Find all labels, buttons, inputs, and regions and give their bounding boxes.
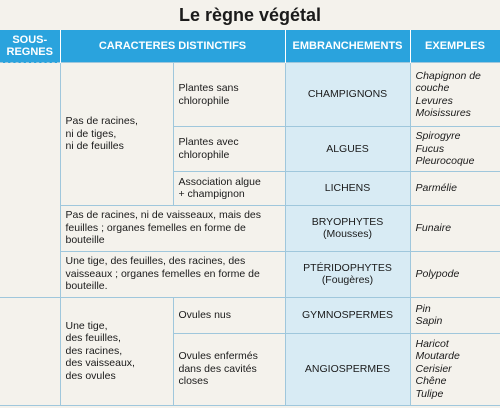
- examples-cell: Parmélie: [410, 171, 500, 205]
- sous-regne-cell: [0, 297, 60, 405]
- sub-characteristic: Ovules nus: [173, 297, 285, 333]
- embranchement-cell: LICHENS: [285, 171, 410, 205]
- group-label-2: Une tige, des feuilles, des racines, des vaisseaux, des ovules: [60, 297, 173, 405]
- header-caracteres: CARACTERES DISTINCTIFS: [60, 30, 285, 63]
- table-row: [0, 251, 500, 297]
- sub-characteristic: Ovules enfermés dans des cavités closes: [173, 333, 285, 405]
- examples-cell: Polypode: [410, 251, 500, 297]
- header-row: [0, 30, 500, 63]
- embranchement-cell: BRYOPHYTES (Mousses): [285, 205, 410, 251]
- embranchement-cell: ANGIOSPERMES: [285, 333, 410, 405]
- header-exemples: EXEMPLES: [410, 30, 500, 63]
- sub-characteristic: Plantes avec chlorophile: [173, 127, 285, 172]
- table-row: [0, 63, 500, 127]
- examples-cell: Funaire: [410, 205, 500, 251]
- header-sous-regnes: SOUS- REGNES: [0, 30, 60, 63]
- page-title: Le règne végétal: [178, 5, 322, 25]
- examples-cell: Haricot Moutarde Cerisier Chêne Tulipe: [410, 333, 500, 405]
- header-embranchements: EMBRANCHEMENTS: [285, 30, 410, 63]
- embranchement-cell: ALGUES: [285, 127, 410, 172]
- table-row: [0, 297, 500, 333]
- plant-kingdom-table: [0, 30, 500, 406]
- group-label-1: Pas de racines, ni de tiges, ni de feuilles: [60, 63, 173, 206]
- sub-characteristic: Association algue + champignon: [173, 171, 285, 205]
- characteristic-wide: Une tige, des feuilles, des racines, des vaisseaux ; organes femelles en forme de bouteille.: [60, 251, 285, 297]
- embranchement-cell: CHAMPIGNONS: [285, 63, 410, 127]
- sous-regne-cell: [0, 63, 60, 298]
- embranchement-cell: PTÉRIDOPHYTES (Fougères): [285, 251, 410, 297]
- examples-cell: Chapignon de couche Levures Moisissures: [410, 63, 500, 127]
- examples-cell: Pin Sapin: [410, 297, 500, 333]
- table-row: [0, 205, 500, 251]
- characteristic-wide: Pas de racines, ni de vaisseaux, mais des feuilles ; organes femelles en forme de bouteille: [60, 205, 285, 251]
- embranchement-cell: GYMNOSPERMES: [285, 297, 410, 333]
- examples-cell: Spirogyre Fucus Pleurocoque: [410, 127, 500, 172]
- sub-characteristic: Plantes sans chlorophile: [173, 63, 285, 127]
